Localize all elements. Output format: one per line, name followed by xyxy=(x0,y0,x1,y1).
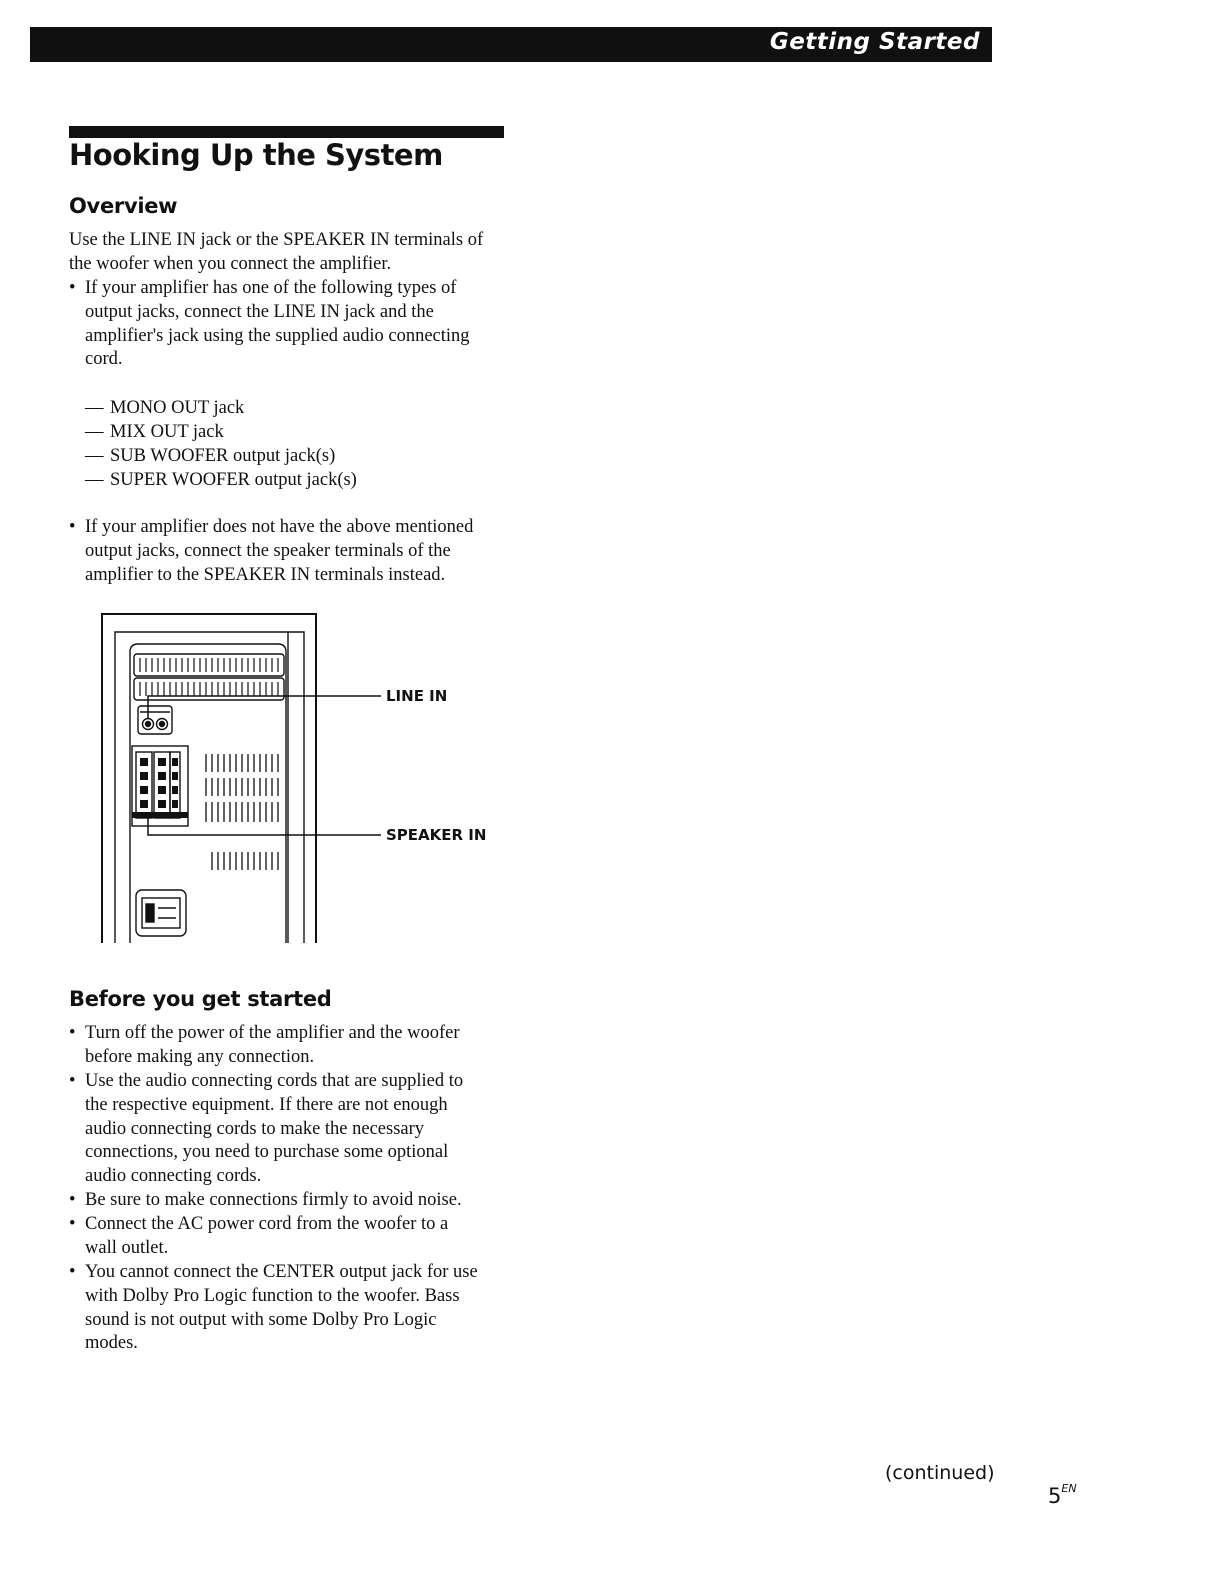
jack-type-label: MIX OUT jack xyxy=(110,422,224,442)
overview-bullet-1 xyxy=(85,277,515,372)
jack-type-label: SUB WOOFER output jack(s) xyxy=(110,446,336,466)
before-bullet-1 xyxy=(85,1022,515,1070)
rear-panel-illustration xyxy=(100,612,520,947)
text-line: amplifier's jack using the supplied audio connecting xyxy=(85,325,470,346)
before-bullet-3 xyxy=(85,1189,515,1213)
text-line: wall outlet. xyxy=(85,1237,169,1258)
page-number-suffix: EN xyxy=(1061,1482,1077,1495)
before-you-get-started-heading: Before you get started xyxy=(69,987,332,1011)
text-line: output jacks, connect the speaker terminals of the xyxy=(85,540,451,561)
text-line: audio connecting cords to make the necessary xyxy=(85,1118,425,1139)
title-rule xyxy=(69,126,504,138)
dash-marker: — xyxy=(85,398,104,418)
text-line: audio connecting cords. xyxy=(85,1166,262,1187)
dash-marker: — xyxy=(85,470,104,490)
section-title: Getting Started xyxy=(769,29,980,55)
text-line: • Use the audio connecting cords that are supplied to xyxy=(85,1071,464,1091)
overview-bullet-2 xyxy=(85,516,515,587)
before-bullet-5 xyxy=(85,1261,515,1356)
text-line: • Be sure to make connections firmly to avoid noise. xyxy=(85,1190,462,1210)
text-line: • Turn off the power of the amplifier and the woofer xyxy=(85,1023,460,1043)
dash-marker: — xyxy=(85,422,104,442)
page-number xyxy=(1048,1484,1077,1508)
page-title: Hooking Up the System xyxy=(69,138,443,172)
page-number-value: 5 xyxy=(1048,1484,1062,1508)
text-line: the respective equipment. If there are not enough xyxy=(85,1094,448,1115)
jack-type-label: SUPER WOOFER output jack(s) xyxy=(110,470,357,490)
text-line: • You cannot connect the CENTER output jack for use xyxy=(85,1262,478,1282)
jack-type-item xyxy=(85,396,244,420)
before-bullet-2 xyxy=(85,1070,515,1189)
text-line: with Dolby Pro Logic function to the woofer. Bass xyxy=(85,1285,460,1306)
text-line: the woofer when you connect the amplifier. xyxy=(69,253,392,274)
continued-note: (continued) xyxy=(885,1462,995,1484)
text-line: before making any connection. xyxy=(85,1046,315,1067)
text-line: cord. xyxy=(85,349,123,370)
text-line: • If your amplifier does not have the above mentioned xyxy=(85,517,474,537)
line-in-label: LINE IN xyxy=(386,687,448,705)
text-line: • Connect the AC power cord from the woofer to a xyxy=(85,1214,449,1234)
text-line: • If your amplifier has one of the following types of xyxy=(85,278,457,298)
jack-type-item xyxy=(85,468,357,492)
text-line: amplifier to the SPEAKER IN terminals instead. xyxy=(85,564,446,585)
overview-intro xyxy=(69,229,509,277)
dash-marker: — xyxy=(85,446,104,466)
overview-heading: Overview xyxy=(69,194,178,218)
jack-type-item xyxy=(85,420,224,444)
text-line: sound is not output with some Dolby Pro Logic xyxy=(85,1309,437,1330)
text-line: modes. xyxy=(85,1333,138,1354)
before-bullet-4 xyxy=(85,1213,515,1261)
text-line: output jacks, connect the LINE IN jack and the xyxy=(85,301,434,322)
speaker-in-label: SPEAKER IN xyxy=(386,826,487,844)
woofer-rear-panel-figure xyxy=(100,612,520,947)
text-line: connections, you need to purchase some optional xyxy=(85,1142,449,1163)
text-line: Use the LINE IN jack or the SPEAKER IN terminals of xyxy=(69,230,484,250)
jack-type-item xyxy=(85,444,335,468)
section-header-bar xyxy=(30,27,992,62)
jack-type-label: MONO OUT jack xyxy=(110,398,245,418)
